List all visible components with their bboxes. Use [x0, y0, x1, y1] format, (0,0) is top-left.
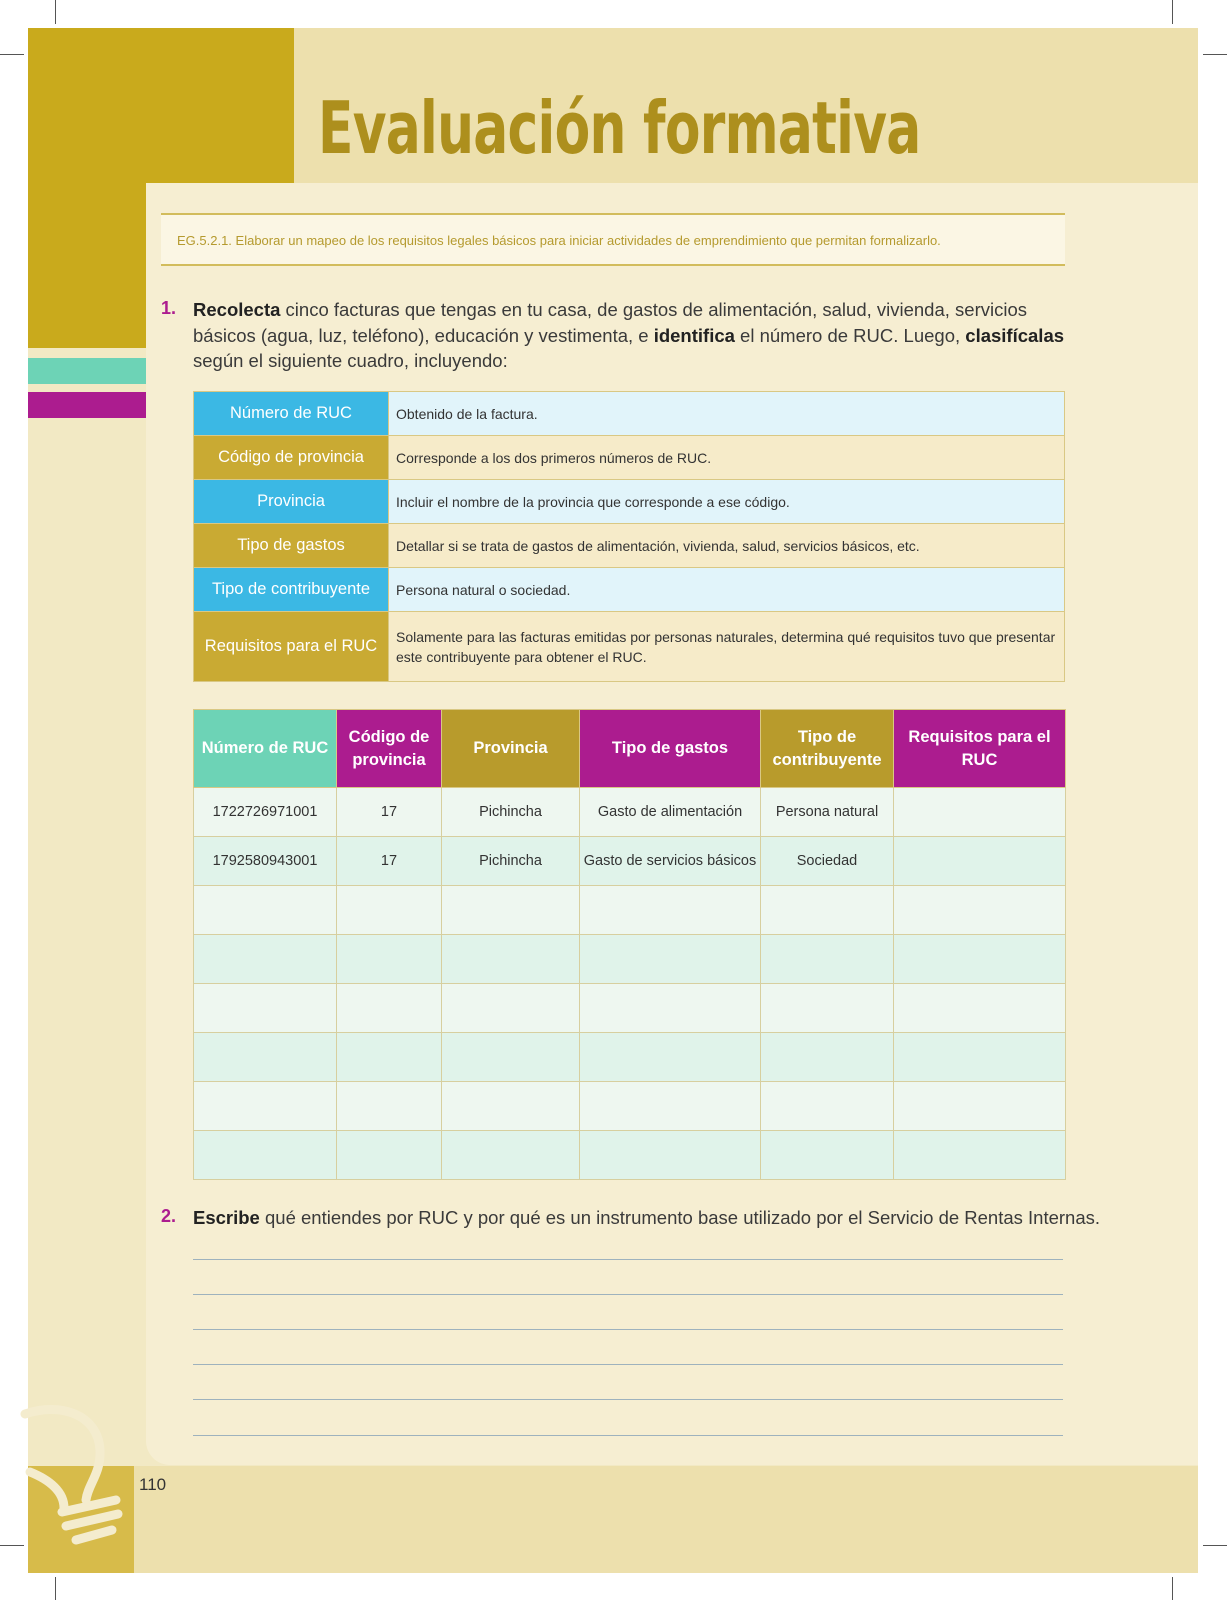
- table-cell[interactable]: [580, 1082, 761, 1131]
- table-cell[interactable]: Gasto de servicios básicos: [580, 837, 761, 886]
- answer-line[interactable]: [193, 1399, 1063, 1400]
- footer-band: [28, 1466, 1198, 1573]
- definition-description: Obtenido de la factura.: [389, 392, 1065, 436]
- crop-mark: [1203, 1545, 1227, 1546]
- table-cell[interactable]: [194, 935, 337, 984]
- table-cell[interactable]: [194, 1131, 337, 1180]
- table-cell[interactable]: [761, 935, 894, 984]
- column-header: Tipo de contribuyente: [761, 710, 894, 788]
- table-cell[interactable]: Persona natural: [761, 788, 894, 837]
- table-cell[interactable]: [894, 886, 1066, 935]
- table-cell[interactable]: Pichincha: [442, 837, 580, 886]
- table-cell[interactable]: [442, 984, 580, 1033]
- definition-row: [194, 524, 1065, 568]
- table-cell[interactable]: 17: [337, 837, 442, 886]
- table-header-row: [194, 710, 1066, 788]
- table-cell[interactable]: [337, 984, 442, 1033]
- crop-mark: [55, 1577, 56, 1600]
- table-cell[interactable]: [580, 984, 761, 1033]
- table-cell[interactable]: [337, 1082, 442, 1131]
- answer-line[interactable]: [193, 1364, 1063, 1365]
- table-row: [194, 1033, 1066, 1082]
- question-2: [193, 1205, 1101, 1231]
- table-cell[interactable]: Gasto de alimentación: [580, 788, 761, 837]
- question-1-number: 1.: [161, 298, 177, 318]
- table-cell[interactable]: [761, 1033, 894, 1082]
- table-cell[interactable]: [580, 935, 761, 984]
- definition-row: [194, 612, 1065, 682]
- table-cell[interactable]: [761, 1082, 894, 1131]
- definition-description: Persona natural o sociedad.: [389, 568, 1065, 612]
- column-header: Tipo de gastos: [580, 710, 761, 788]
- column-header: Código de provincia: [337, 710, 442, 788]
- table-cell[interactable]: [580, 1033, 761, 1082]
- table-cell[interactable]: [761, 984, 894, 1033]
- crop-mark: [1172, 1577, 1173, 1600]
- column-header: Requisitos para el RUC: [894, 710, 1066, 788]
- question-2-text: qué entiendes por RUC y por qué es un instrumento base utilizado por el Servicio de Rentas Internas.: [259, 1207, 1101, 1228]
- crop-mark: [0, 54, 24, 55]
- table-cell[interactable]: [442, 1131, 580, 1180]
- table-cell[interactable]: [194, 984, 337, 1033]
- crop-mark: [1172, 0, 1173, 24]
- table-cell[interactable]: Pichincha: [442, 788, 580, 837]
- table-row: [194, 788, 1066, 837]
- definition-description: Corresponde a los dos primeros números de RUC.: [389, 436, 1065, 480]
- question-1: [193, 297, 1068, 374]
- question-1-text: cinco facturas que tengas en tu casa, de gastos de alimentación, salud, vivienda, servicios básicos (agua, luz, teléfono), educación y vestimenta, e: [193, 299, 1028, 346]
- definition-description: Incluir el nombre de la provincia que corresponde a ese código.: [389, 480, 1065, 524]
- table-row: [194, 935, 1066, 984]
- definition-label: Tipo de gastos: [194, 524, 389, 568]
- table-cell[interactable]: [894, 1033, 1066, 1082]
- answer-line[interactable]: [193, 1329, 1063, 1330]
- table-cell[interactable]: [442, 1082, 580, 1131]
- table-cell[interactable]: [442, 935, 580, 984]
- objective-text: EG.5.2.1. Elaborar un mapeo de los requisitos legales básicos para iniciar actividades de emprendimiento que permitan formalizarlo.: [177, 233, 941, 248]
- classification-table: [193, 709, 1066, 1180]
- table-cell[interactable]: [894, 1131, 1066, 1180]
- table-cell[interactable]: [194, 1082, 337, 1131]
- table-cell[interactable]: 17: [337, 788, 442, 837]
- definition-row: [194, 568, 1065, 612]
- column-header: Provincia: [442, 710, 580, 788]
- objective-box: [161, 213, 1065, 266]
- question-1-text: el número de RUC. Luego,: [734, 324, 966, 346]
- lightbulb-icon: [20, 1400, 130, 1550]
- page-number: 110: [139, 1475, 167, 1494]
- definition-row: [194, 436, 1065, 480]
- answer-line[interactable]: [193, 1435, 1063, 1436]
- table-cell[interactable]: Sociedad: [761, 837, 894, 886]
- answer-line[interactable]: [193, 1294, 1063, 1295]
- definition-description: Solamente para las facturas emitidas por personas naturales, determina qué requisitos tuvo que presentar este contribuyente para obtener el RUC.: [389, 612, 1065, 682]
- table-cell[interactable]: [894, 837, 1066, 886]
- definition-label: Provincia: [194, 480, 389, 524]
- definition-row: [194, 480, 1065, 524]
- table-cell[interactable]: [761, 886, 894, 935]
- table-cell[interactable]: [194, 1033, 337, 1082]
- table-cell[interactable]: [337, 1033, 442, 1082]
- table-row: [194, 984, 1066, 1033]
- table-cell[interactable]: [761, 1131, 894, 1180]
- table-cell[interactable]: [337, 886, 442, 935]
- answer-line[interactable]: [193, 1259, 1063, 1260]
- question-1-verb: clasifícalas: [965, 324, 1065, 346]
- definition-description: Detallar si se trata de gastos de alimentación, vivienda, salud, servicios básicos, etc.: [389, 524, 1065, 568]
- table-cell[interactable]: [894, 984, 1066, 1033]
- table-cell[interactable]: [194, 886, 337, 935]
- table-cell[interactable]: [580, 1131, 761, 1180]
- definitions-table: [193, 391, 1065, 682]
- column-header: Número de RUC: [194, 710, 337, 788]
- table-cell[interactable]: [337, 1131, 442, 1180]
- table-row: [194, 1131, 1066, 1180]
- table-cell[interactable]: [894, 1082, 1066, 1131]
- table-row: [194, 1082, 1066, 1131]
- question-2-verb: Escribe: [193, 1207, 260, 1228]
- table-cell[interactable]: [442, 1033, 580, 1082]
- question-1-verb: identifica: [653, 324, 735, 346]
- definition-row: [194, 392, 1065, 436]
- table-cell[interactable]: [337, 935, 442, 984]
- magenta-stripe: [28, 392, 146, 418]
- table-row: [194, 837, 1066, 886]
- teal-stripe: [28, 358, 146, 384]
- table-row: [194, 886, 1066, 935]
- definition-label: Tipo de contribuyente: [194, 568, 389, 612]
- question-2-number: 2.: [161, 1206, 177, 1226]
- table-cell[interactable]: [580, 886, 761, 935]
- definition-label: Requisitos para el RUC: [194, 612, 389, 682]
- crop-mark: [55, 0, 56, 24]
- question-1-text: según el siguiente cuadro, incluyendo:: [193, 350, 508, 371]
- table-cell[interactable]: [442, 886, 580, 935]
- table-cell[interactable]: [894, 935, 1066, 984]
- table-cell[interactable]: 1722726971001: [194, 788, 337, 837]
- question-1-verb: Recolecta: [193, 299, 281, 320]
- definition-label: Código de provincia: [194, 436, 389, 480]
- table-cell[interactable]: [894, 788, 1066, 837]
- crop-mark: [1203, 54, 1227, 55]
- definition-label: Número de RUC: [194, 392, 389, 436]
- table-cell[interactable]: 1792580943001: [194, 837, 337, 886]
- page-title: Evaluación formativa: [318, 86, 921, 170]
